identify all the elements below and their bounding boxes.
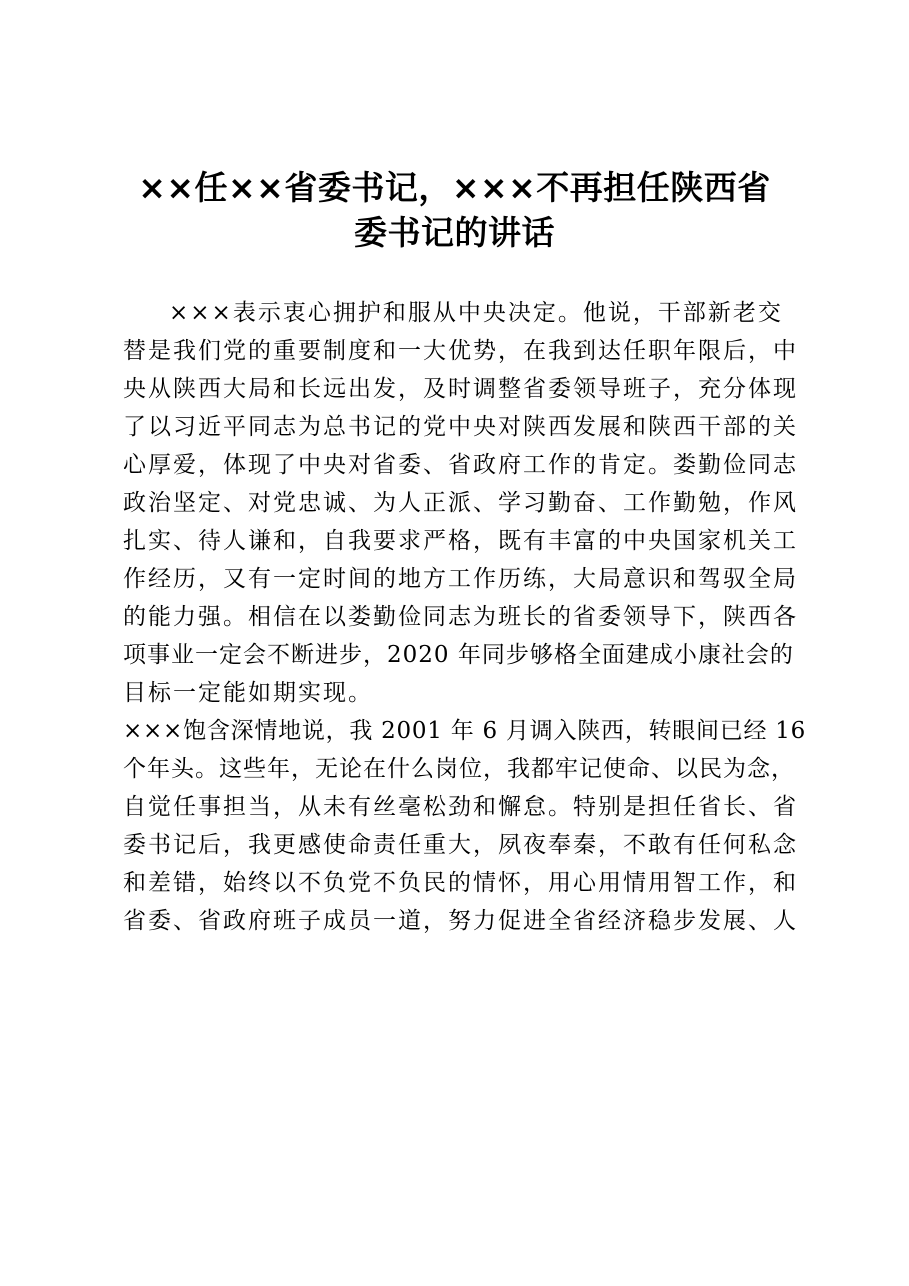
paragraph-line: ×××表示衷心拥护和服从中央决定。他说，干部新老交 (169, 300, 783, 326)
paragraph-line: 委书记后，我更感使命责任重大，夙夜奉秦，不敢有任何私念 (123, 832, 798, 858)
paragraph-line: 省委、省政府班子成员一道，努力促进全省经济稳步发展、人 (123, 908, 798, 934)
paragraph-line: 个年头。这些年，无论在什么岗位，我都牢记使命、以民为念， (123, 756, 795, 782)
paragraph-line: 的能力强。相信在以娄勤俭同志为班长的省委领导下，陕西各 (123, 604, 798, 630)
document-body (123, 294, 809, 940)
paragraph-line: 目标一定能如期实现。 (123, 680, 373, 706)
paragraph-2 (123, 712, 809, 940)
paragraph-line: 项事业一定会不断进步，2020 年同步够格全面建成小康社会的 (123, 642, 794, 668)
paragraph-line: 了以习近平同志为总书记的党中央对陕西发展和陕西干部的关 (123, 414, 798, 440)
paragraph-1 (123, 294, 809, 712)
paragraph-line: 政治坚定、对党忠诚、为人正派、学习勤奋、工作勤勉，作风 (123, 490, 798, 516)
paragraph-line: 自觉任事担当，从未有丝毫松劲和懈怠。特别是担任省长、省 (123, 794, 798, 820)
document-title (100, 165, 809, 255)
title-line: 委书记的讲话 (354, 213, 555, 252)
paragraph-line: 扎实、待人谦和，自我要求严格，既有丰富的中央国家机关工 (123, 528, 798, 554)
paragraph-line: 替是我们党的重要制度和一大优势，在我到达任职年限后，中 (123, 338, 798, 364)
paragraph-line: 作经历，又有一定时间的地方工作历练，大局意识和驾驭全局 (123, 566, 798, 592)
title-line: ××任××省委书记，×××不再担任陕西省 (138, 168, 771, 207)
paragraph-line: ×××饱含深情地说，我 2001 年 6 月调入陕西，转眼间已经 16 (123, 718, 807, 744)
paragraph-line: 央从陕西大局和长远出发，及时调整省委领导班子，充分体现 (123, 376, 798, 402)
paragraph-line: 和差错，始终以不负党不负民的情怀，用心用情用智工作，和 (123, 870, 798, 896)
paragraph-line: 心厚爱，体现了中央对省委、省政府工作的肯定。娄勤俭同志 (123, 452, 798, 478)
